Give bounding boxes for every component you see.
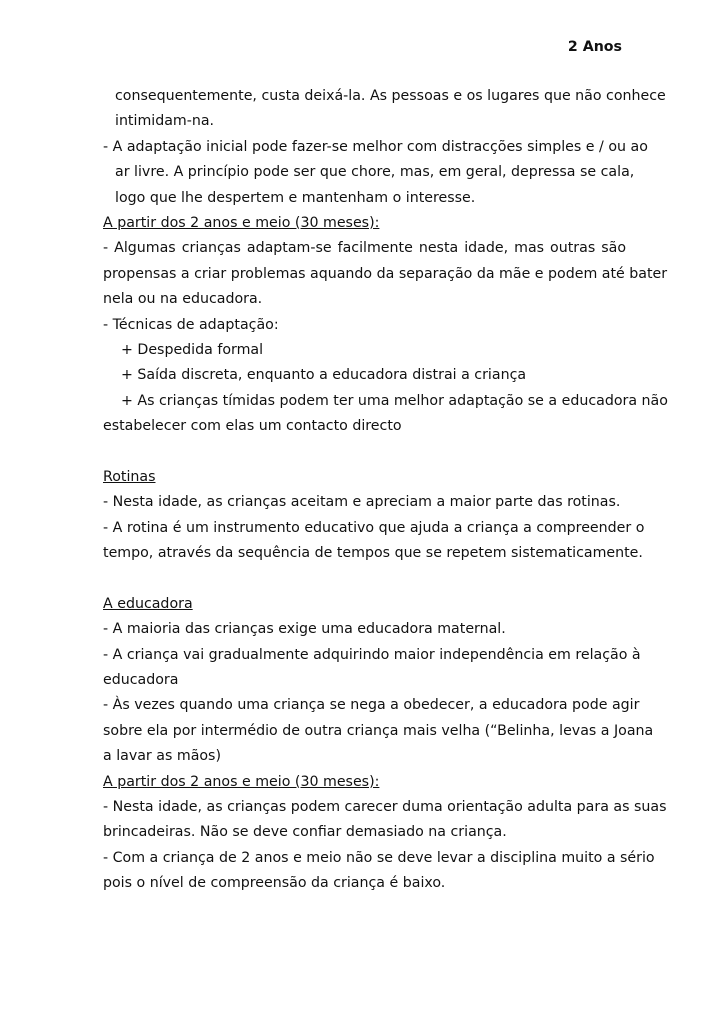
section-heading: A partir dos 2 anos e meio (30 meses): xyxy=(103,214,380,231)
text-line: - A criança vai gradualmente adquirindo maior independência em relação à xyxy=(103,646,641,663)
text-line: logo que lhe despertem e mantenham o interesse. xyxy=(115,189,476,206)
blank-line xyxy=(103,439,626,464)
text-line: - Às vezes quando uma criança se nega a obedecer, a educadora pode agir xyxy=(103,697,640,714)
text-line: consequentemente, custa deixá-la. As pessoas e os lugares que não conhece xyxy=(115,88,666,104)
text-line: - Técnicas de adaptação: xyxy=(103,316,279,333)
text-line: - Com a criança de 2 anos e meio não se deve levar a disciplina muito a sério xyxy=(103,849,655,866)
text-line: - A adaptação inicial pode fazer-se melhor com distracções simples e / ou ao xyxy=(103,138,648,155)
text-line: + Despedida formal xyxy=(121,341,264,358)
text-line: educadora xyxy=(103,671,179,688)
blank-line xyxy=(103,566,626,591)
text-line: - Nesta idade, as crianças aceitam e apreciam a maior parte das rotinas. xyxy=(103,494,621,511)
section-heading: Rotinas xyxy=(103,468,156,485)
text-line: nela ou na educadora. xyxy=(103,291,263,308)
text-line: pois o nível de compreensão da criança é baixo. xyxy=(103,875,446,892)
section-heading: A partir dos 2 anos e meio (30 meses): xyxy=(103,773,380,790)
text-line: brincadeiras. Não se deve confiar demasiado na criança. xyxy=(103,824,507,841)
document-body xyxy=(103,84,668,897)
text-line: sobre ela por intermédio de outra criança mais velha (“Belinha, levas a Joana xyxy=(103,722,654,739)
text-line: - Nesta idade, as crianças podem carecer duma orientação adulta para as suas xyxy=(103,798,667,815)
text-line: tempo, através da sequência de tempos que se repetem sistematicamente. xyxy=(103,545,643,562)
text-line: intimidam-na. xyxy=(115,113,215,130)
page-header-title: 2 Anos xyxy=(567,39,622,55)
text-line: estabelecer com elas um contacto directo xyxy=(103,418,402,435)
text-line: - A rotina é um instrumento educativo que ajuda a criança a compreender o xyxy=(103,519,645,536)
section-heading: A educadora xyxy=(103,595,193,612)
text-line: - Algumas crianças adaptam-se facilmente nesta idade, mas outras são xyxy=(103,240,626,257)
text-line: a lavar as mãos) xyxy=(103,748,221,765)
text-line: ar livre. A princípio pode ser que chore, mas, em geral, depressa se cala, xyxy=(115,164,635,181)
text-line: - A maioria das crianças exige uma educadora maternal. xyxy=(103,621,506,638)
text-line: propensas a criar problemas aquando da separação da mãe e podem até bater xyxy=(103,265,668,282)
text-line: + Saída discreta, enquanto a educadora distrai a criança xyxy=(121,367,527,384)
text-line: + As crianças tímidas podem ter uma melhor adaptação se a educadora não xyxy=(121,392,668,409)
